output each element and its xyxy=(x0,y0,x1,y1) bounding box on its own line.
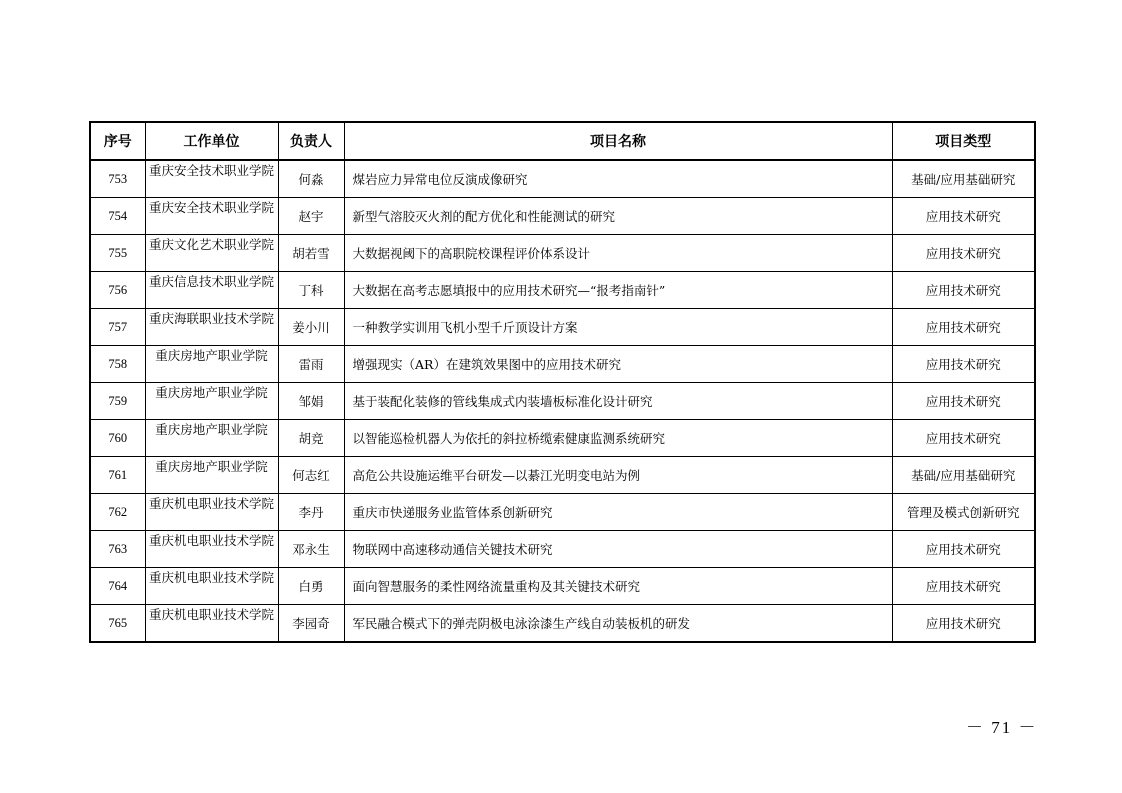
row-no: 753 xyxy=(90,160,145,198)
row-project-name: 军民融合模式下的弹壳阴极电泳涂漆生产线自动装板机的研发 xyxy=(344,605,892,643)
row-project-type: 应用技术研究 xyxy=(892,235,1035,272)
row-unit xyxy=(145,235,278,272)
header-unit: 工作单位 xyxy=(145,122,278,160)
row-no: 755 xyxy=(90,235,145,272)
row-project-type: 应用技术研究 xyxy=(892,383,1035,420)
table-row xyxy=(90,605,1035,643)
row-project-type: 应用技术研究 xyxy=(892,568,1035,605)
row-project-type: 管理及模式创新研究 xyxy=(892,494,1035,531)
row-project-type: 应用技术研究 xyxy=(892,605,1035,643)
page-number: － 71 － xyxy=(966,718,1038,737)
row-project-name: 增强现实（AR）在建筑效果图中的应用技术研究 xyxy=(344,346,892,383)
row-unit xyxy=(145,605,278,643)
table-row xyxy=(90,272,1035,309)
row-no: 761 xyxy=(90,457,145,494)
row-unit xyxy=(145,531,278,568)
row-project-type: 应用技术研究 xyxy=(892,346,1035,383)
row-person: 李园奇 xyxy=(278,605,344,643)
row-project-name: 面向智慧服务的柔性网络流量重构及其关键技术研究 xyxy=(344,568,892,605)
row-project-name: 大数据视阈下的高职院校课程评价体系设计 xyxy=(344,235,892,272)
row-project-name: 新型气溶胶灭火剂的配方优化和性能测试的研究 xyxy=(344,198,892,235)
row-unit xyxy=(145,309,278,346)
row-unit xyxy=(145,457,278,494)
row-no: 757 xyxy=(90,309,145,346)
row-project-type: 基础/应用基础研究 xyxy=(892,457,1035,494)
table-row xyxy=(90,420,1035,457)
row-person: 邓永生 xyxy=(278,531,344,568)
row-project-name: 以智能巡检机器人为依托的斜拉桥缆索健康监测系统研究 xyxy=(344,420,892,457)
header-project-type: 项目类型 xyxy=(892,122,1035,160)
row-person: 胡竞 xyxy=(278,420,344,457)
row-no: 758 xyxy=(90,346,145,383)
table-row xyxy=(90,568,1035,605)
row-person: 李丹 xyxy=(278,494,344,531)
row-unit xyxy=(145,272,278,309)
row-project-name: 高危公共设施运维平台研发—以綦江光明变电站为例 xyxy=(344,457,892,494)
table-body xyxy=(90,160,1035,642)
table-row xyxy=(90,309,1035,346)
row-project-type: 基础/应用基础研究 xyxy=(892,160,1035,198)
row-project-name: 一种教学实训用飞机小型千斤顶设计方案 xyxy=(344,309,892,346)
row-person: 姜小川 xyxy=(278,309,344,346)
row-unit-text: 重庆信息技术职业学院 xyxy=(148,274,274,289)
header-no: 序号 xyxy=(90,122,145,160)
table-row xyxy=(90,235,1035,272)
row-project-type: 应用技术研究 xyxy=(892,420,1035,457)
row-unit-text: 重庆安全技术职业学院 xyxy=(148,163,274,178)
table-row xyxy=(90,494,1035,531)
table-row xyxy=(90,457,1035,494)
row-person: 何志红 xyxy=(278,457,344,494)
row-person: 赵宇 xyxy=(278,198,344,235)
table-row xyxy=(90,198,1035,235)
row-project-type: 应用技术研究 xyxy=(892,272,1035,309)
row-project-name: 重庆市快递服务业监管体系创新研究 xyxy=(344,494,892,531)
row-person: 邹娟 xyxy=(278,383,344,420)
row-project-type: 应用技术研究 xyxy=(892,531,1035,568)
row-no: 754 xyxy=(90,198,145,235)
row-unit-text: 重庆机电职业技术学院 xyxy=(148,533,274,548)
row-unit-text: 重庆房地产职业学院 xyxy=(155,348,268,363)
row-no: 760 xyxy=(90,420,145,457)
table-row xyxy=(90,531,1035,568)
table-row xyxy=(90,383,1035,420)
row-project-type: 应用技术研究 xyxy=(892,198,1035,235)
row-project-type: 应用技术研究 xyxy=(892,309,1035,346)
row-unit-text: 重庆海联职业技术学院 xyxy=(148,311,274,326)
row-no: 759 xyxy=(90,383,145,420)
header-person: 负责人 xyxy=(278,122,344,160)
row-unit xyxy=(145,346,278,383)
row-project-name: 基于装配化装修的管线集成式内装墙板标准化设计研究 xyxy=(344,383,892,420)
row-person: 胡若雪 xyxy=(278,235,344,272)
row-unit xyxy=(145,160,278,198)
table-row xyxy=(90,160,1035,198)
table-row xyxy=(90,346,1035,383)
row-unit xyxy=(145,198,278,235)
row-unit xyxy=(145,420,278,457)
row-unit-text: 重庆安全技术职业学院 xyxy=(148,200,274,215)
row-unit xyxy=(145,494,278,531)
row-no: 762 xyxy=(90,494,145,531)
row-unit-text: 重庆机电职业技术学院 xyxy=(148,607,274,622)
row-unit-text: 重庆房地产职业学院 xyxy=(155,422,268,437)
row-unit-text: 重庆机电职业技术学院 xyxy=(148,496,274,511)
header-project-name: 项目名称 xyxy=(344,122,892,160)
row-no: 763 xyxy=(90,531,145,568)
row-person: 白勇 xyxy=(278,568,344,605)
row-person: 雷雨 xyxy=(278,346,344,383)
row-unit-text: 重庆文化艺术职业学院 xyxy=(148,237,274,252)
row-project-name: 大数据在高考志愿填报中的应用技术研究—“报考指南针” xyxy=(344,272,892,309)
row-no: 756 xyxy=(90,272,145,309)
row-project-name: 物联网中高速移动通信关键技术研究 xyxy=(344,531,892,568)
row-project-name: 煤岩应力异常电位反演成像研究 xyxy=(344,160,892,198)
row-no: 765 xyxy=(90,605,145,643)
row-unit xyxy=(145,568,278,605)
row-person: 何淼 xyxy=(278,160,344,198)
row-unit-text: 重庆房地产职业学院 xyxy=(155,459,268,474)
row-person: 丁科 xyxy=(278,272,344,309)
project-table xyxy=(89,121,1036,643)
row-no: 764 xyxy=(90,568,145,605)
row-unit-text: 重庆机电职业技术学院 xyxy=(148,570,274,585)
table-header-row xyxy=(90,122,1035,160)
row-unit-text: 重庆房地产职业学院 xyxy=(155,385,268,400)
row-unit xyxy=(145,383,278,420)
